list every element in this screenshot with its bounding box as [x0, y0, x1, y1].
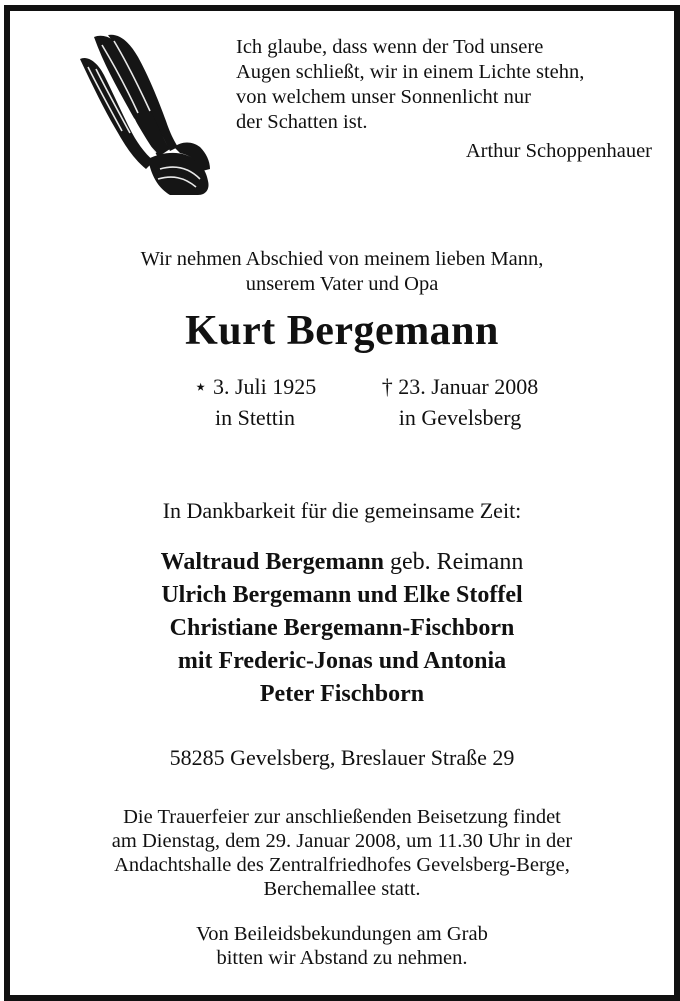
- family-member: Peter Fischborn: [259, 681, 425, 707]
- service-line: am Dienstag, dem 29. Januar 2008, um 11.30 Uhr in der: [111, 830, 573, 852]
- quote-text: [236, 35, 656, 135]
- condolence-line: Von Beileidsbekundungen am Grab: [196, 923, 488, 945]
- birth-info: [150, 371, 360, 433]
- quote-line: Ich glaube, dass wenn der Tod unsere: [236, 36, 544, 58]
- intro-line: Wir nehmen Abschied von meinem lieben Mann,: [140, 248, 544, 270]
- service-line: Die Trauerfeier zur anschließenden Beisetzung findet: [123, 806, 561, 828]
- widow-name: Waltraud Bergemann: [160, 549, 385, 575]
- death-place: in Gevelsberg: [398, 405, 522, 430]
- widow-maiden-name: geb. Reimann: [390, 549, 524, 575]
- funeral-service-info: [10, 805, 674, 901]
- birth-place: in Stettin: [214, 405, 296, 430]
- family-list: [10, 546, 674, 711]
- death-date: † 23. Januar 2008: [381, 374, 539, 399]
- birth-date: ⋆ 3. Juli 1925: [193, 374, 317, 399]
- farewell-intro: [10, 247, 674, 297]
- intro-line: unserem Vater und Opa: [245, 273, 439, 295]
- service-line: Andachtshalle des Zentralfriedhofes Gevelsberg-Berge,: [114, 854, 570, 876]
- obituary-card: [4, 5, 680, 1001]
- family-member: Ulrich Bergemann und Elke Stoffel: [161, 582, 523, 608]
- quote-author: Arthur Schoppenhauer: [465, 140, 652, 162]
- condolence-note: [10, 922, 674, 970]
- death-info: [340, 371, 580, 433]
- deceased-name: Kurt Bergemann: [185, 308, 499, 354]
- quote-line: von welchem unser Sonnenlicht nur: [236, 86, 531, 108]
- praying-hands-icon: [74, 29, 214, 199]
- family-member: [10, 546, 674, 579]
- quote-line: Augen schließt, wir in einem Lichte stehn,: [236, 61, 585, 83]
- family-member: Christiane Bergemann-Fischborn: [169, 615, 515, 641]
- service-line: Berchemallee statt.: [263, 878, 421, 900]
- family-address: 58285 Gevelsberg, Breslauer Straße 29: [169, 745, 515, 770]
- condolence-line: bitten wir Abstand zu nehmen.: [216, 947, 468, 969]
- family-member: mit Frederic-Jonas und Antonia: [177, 648, 507, 674]
- gratitude-line: In Dankbarkeit für die gemeinsame Zeit:: [162, 498, 522, 523]
- quote-line: der Schatten ist.: [236, 111, 368, 133]
